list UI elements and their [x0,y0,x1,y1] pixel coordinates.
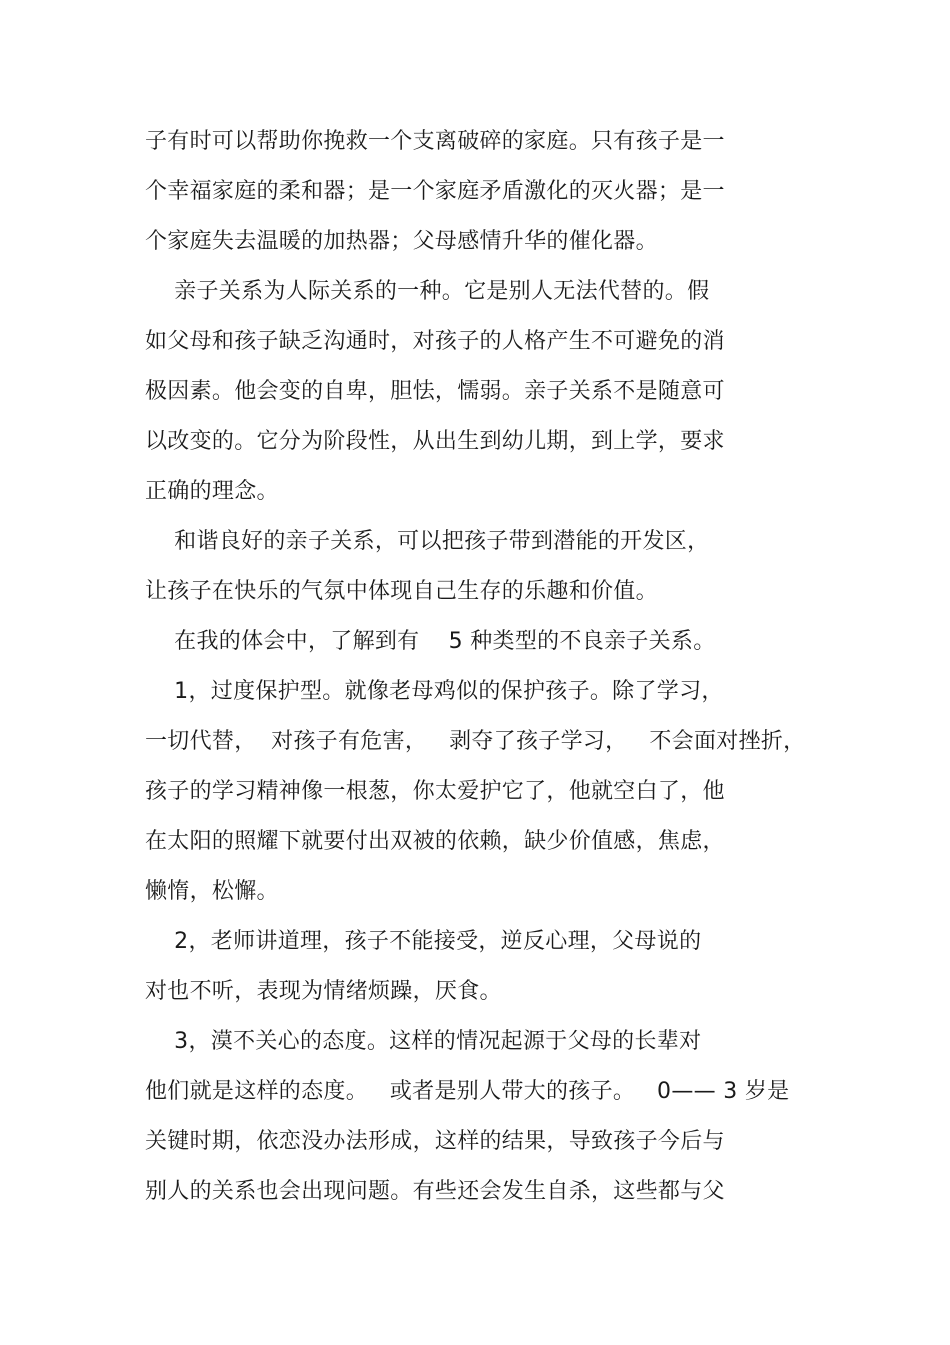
text-line: 2，老师讲道理，孩子不能接受，逆反心理，父母说的 [145,929,702,954]
text-line: 孩子的学习精神像一根葱，你太爱护它了，他就空白了，他 [145,779,725,804]
text-line: 他们就是这样的态度。 或者是别人带大的孩子。 0—— 3 岁是 [145,1079,790,1104]
text-line: 子有时可以帮助你挽救一个支离破碎的家庭。只有孩子是一 [145,129,725,154]
text-line: 以改变的。它分为阶段性，从出生到幼儿期，到上学，要求 [145,429,725,454]
text-line: 极因素。他会变的自卑，胆怯，懦弱。亲子关系不是随意可 [145,379,725,404]
text-line: 个家庭失去温暖的加热器；父母感情升华的催化器。 [145,229,658,254]
text-line: 对也不听，表现为情绪烦躁，厌食。 [145,979,502,1004]
text-line: 1，过度保护型。就像老母鸡似的保护孩子。除了学习， [145,679,724,704]
text-line: 如父母和孩子缺乏沟通时，对孩子的人格产生不可避免的消 [145,329,725,354]
text-line: 正确的理念。 [145,479,279,504]
text-line: 3，漠不关心的态度。这样的情况起源于父母的长辈对 [145,1029,702,1054]
text-line: 个幸福家庭的柔和器；是一个家庭矛盾激化的灭火器；是一 [145,179,725,204]
text-line: 让孩子在快乐的气氛中体现自己生存的乐趣和价值。 [145,579,658,604]
text-line: 一切代替， 对孩子有危害， 剥夺了孩子学习， 不会面对挫折， [145,729,806,754]
text-line: 和谐良好的亲子关系，可以把孩子带到潜能的开发区， [145,529,710,554]
text-line: 亲子关系为人际关系的一种。它是别人无法代替的。假 [145,279,710,304]
text-line: 懒惰，松懈。 [145,879,279,904]
text-line: 在太阳的照耀下就要付出双被的依赖，缺少价值感，焦虑， [145,829,725,854]
text-line: 别人的关系也会出现问题。有些还会发生自杀，这些都与父 [145,1179,725,1204]
text-line: 在我的体会中，了解到有 5 种类型的不良亲子关系。 [145,629,716,654]
text-line: 关键时期，依恋没办法形成，这样的结果，导致孩子今后与 [145,1129,725,1154]
